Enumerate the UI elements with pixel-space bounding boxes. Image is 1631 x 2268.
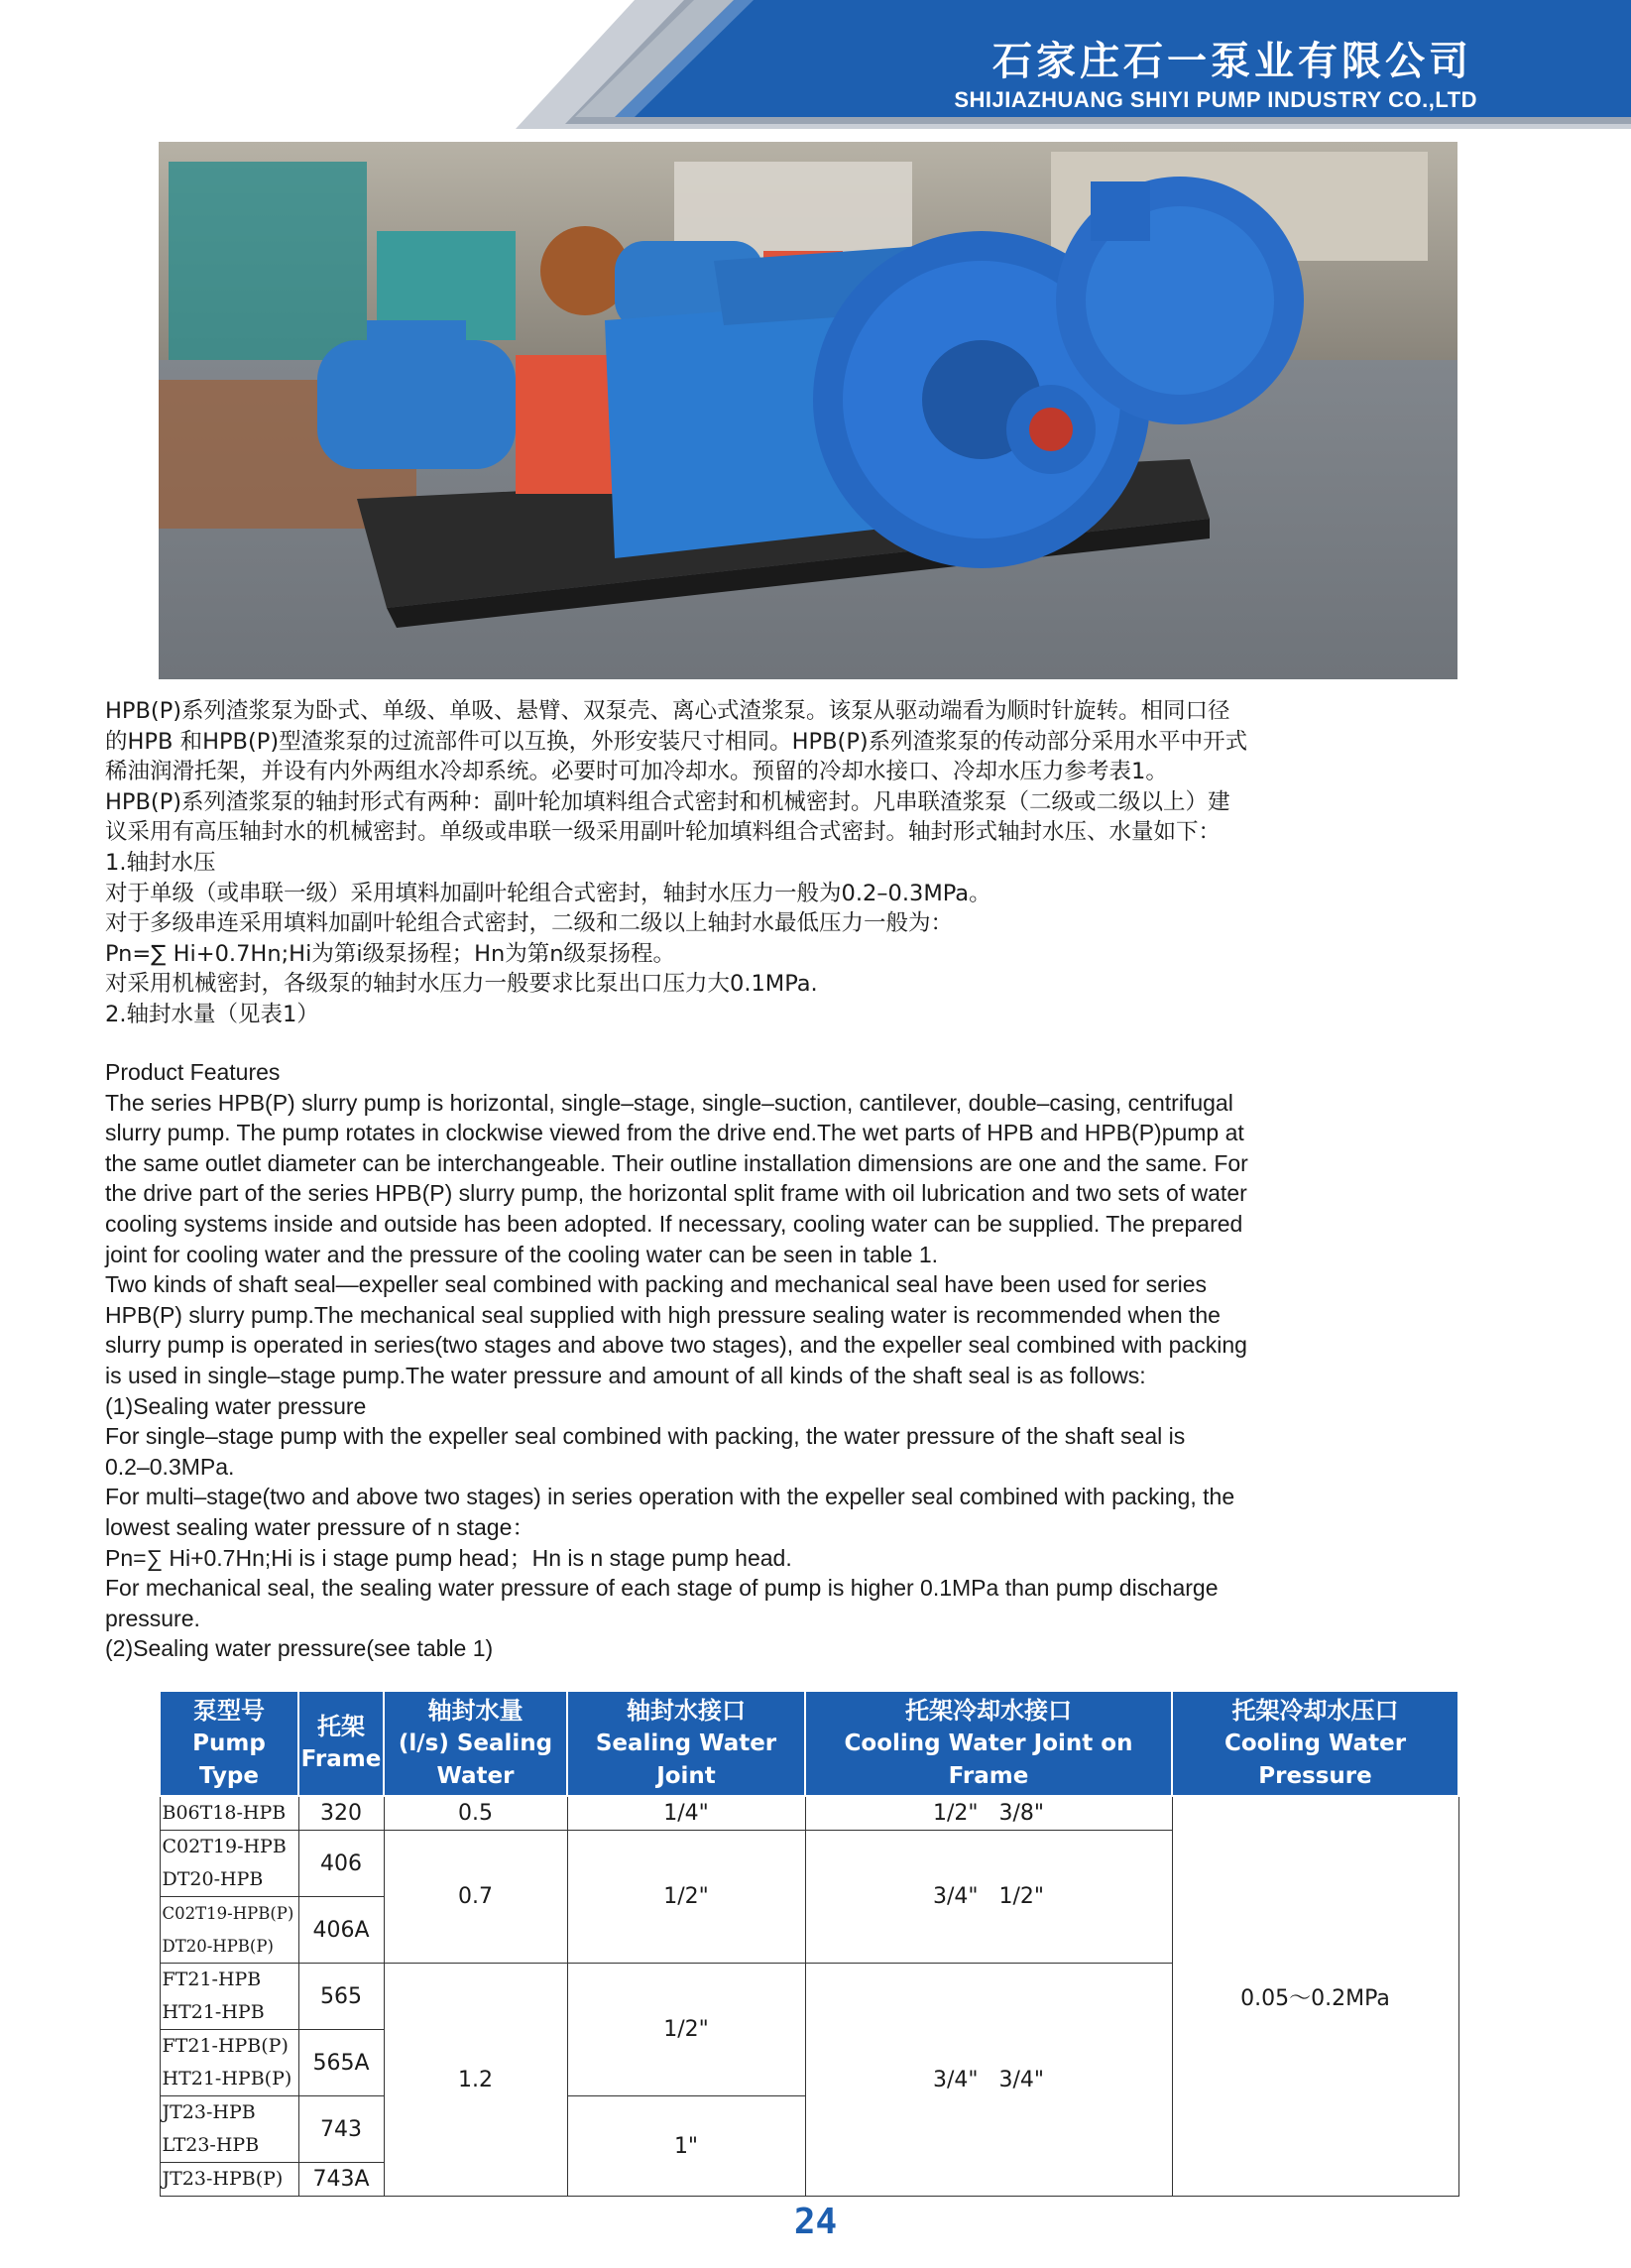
pump-type-cell: FT21-HPB HT21-HPB [160,1964,298,2030]
pump-type-cell: FT21-HPB(P) HT21-HPB(P) [160,2030,298,2096]
en-line: For single–stage pump with the expeller seal combined with packing, the water pressure of the shaft seal is [105,1423,1186,1450]
pump-type-cell: B06T18-HPB [160,1796,298,1831]
cooling-pressure-cell: 0.05～0.2MPa [1172,1796,1458,2197]
cn-line: HPB(P)系列渣浆泵为卧式、单级、单吸、悬臂、双泵壳、离心式渣浆泵。该泵从驱动端看为顺时针旋转。相同口径 [105,698,1230,724]
en-line: cooling systems inside and outside has been adopted. If necessary, cooling water can be supplied. The prepared [105,1210,1243,1237]
en-line: the same outlet diameter can be interchangeable. Their outline installation dimensions are one and the same. For [105,1149,1248,1176]
frame-cell: 743A [298,2163,384,2197]
frame-cell: 743 [298,2096,384,2163]
en-line: For multi–stage(two and above two stages) in series operation with the expeller seal combined with packing, the [105,1484,1235,1510]
en-line: HPB(P) slurry pump.The mechanical seal supplied with high pressure sealing water is recommended when the [105,1301,1221,1328]
cn-line: 议采用有高压轴封水的机械密封。单级或串联一级采用副叶轮加填料组合式密封。轴封形式轴封水压、水量如下： [105,819,1222,846]
frame-cell: 565 [298,1964,384,2030]
en-line: lowest sealing water pressure of n stage： [105,1513,535,1540]
en-line: pressure. [105,1605,200,1631]
pump-type-cell: JT23-HPB(P) [160,2163,298,2197]
frame-cell: 565A [298,2030,384,2096]
pump-type-cell: C02T19-HPB DT20-HPB [160,1831,298,1897]
sealing-joint-cell: 1/4" [567,1796,805,1831]
sealing-joint-cell: 1/2" [567,1964,805,2096]
header-frame: 托架 Frame [298,1691,384,1796]
frame-cell: 406 [298,1831,384,1897]
en-line: slurry pump is operated in series(two stages and above two stages), and the expeller seal combined with packing [105,1332,1247,1359]
cn-formula-line: Pn=∑ Hi+0.7Hn;Hi为第i级泵扬程；Hn为第n级泵扬程。 [105,940,676,967]
en-line: Two kinds of shaft seal—expeller seal combined with packing and mechanical seal have been used for series [105,1271,1208,1298]
seal-water-table [159,1690,1457,2190]
en-line: the drive part of the series HPB(P) slurry pump, the horizontal split frame with oil lubrication and two sets of water [105,1180,1247,1207]
cooling-joint-cell: 3/4" 1/2" [805,1831,1172,1964]
header-pump-type: 泵型号 Pump Type [160,1691,298,1796]
cn-line: 1.轴封水压 [105,849,216,876]
frame-cell: 320 [298,1796,384,1831]
frame-cell: 406A [298,1897,384,1964]
en-line: is used in single–stage pump.The water pressure and amount of all kinds of the shaft seal is as follows: [105,1362,1146,1388]
company-name-en: SHIJIAZHUANG SHIYI PUMP INDUSTRY CO.,LTD [954,87,1477,112]
product-photo [159,142,1457,679]
header-cooling-pressure: 托架冷却水压口 Cooling Water Pressure [1172,1691,1458,1796]
en-line: (1)Sealing water pressure [105,1392,367,1419]
header-sealing-water: 轴封水量 (l/s) Sealing Water [384,1691,567,1796]
sealing-water-cell: 0.7 [384,1831,567,1964]
cn-line: 对采用机械密封，各级泵的轴封水压力一般要求比泵出口压力大0.1MPa. [105,971,818,998]
en-line: slurry pump. The pump rotates in clockwise viewed from the drive end.The wet parts of HPB and HPB(P)pump at [105,1120,1244,1146]
cn-line: 的HPB 和HPB(P)型渣浆泵的过流部件可以互换，外形安装尺寸相同。HPB(P)系列渣浆泵的传动部分采用水平中开式 [105,728,1248,755]
en-line: The series HPB(P) slurry pump is horizontal, single–stage, single–suction, cantilever, double–casing, centrifugal [105,1089,1233,1116]
cn-line: 对于多级串连采用填料加副叶轮组合式密封，二级和二级以上轴封水最低压力一般为： [105,910,954,937]
page-number: 24 [793,2202,838,2242]
en-line: For mechanical seal, the sealing water pressure of each stage of pump is higher 0.1MPa than pump discharge [105,1575,1219,1602]
sealing-water-cell: 1.2 [384,1964,567,2197]
cn-line: 稀油润滑托架，并设有内外两组水冷却系统。必要时可加冷却水。预留的冷却水接口、冷却水压力参考表1。 [105,759,1168,785]
cn-line: 2.轴封水量（见表1） [105,1001,319,1027]
sealing-water-cell: 0.5 [384,1796,567,1831]
pump-type-cell: C02T19-HPB(P) DT20-HPB(P) [160,1897,298,1964]
pump-type-cell: JT23-HPB LT23-HPB [160,2096,298,2163]
cn-line: HPB(P)系列渣浆泵的轴封形式有两种：副叶轮加填料组合式密封和机械密封。凡串联渣浆泵（二级或二级以上）建 [105,788,1230,815]
chinese-description [105,696,1503,1030]
header-cooling-joint: 托架冷却水接口 Cooling Water Joint on Frame [805,1691,1172,1796]
cooling-joint-cell: 3/4" 3/4" [805,1964,1172,2197]
en-line: (2)Sealing water pressure(see table 1) [105,1635,494,1662]
en-formula-line: Pn=∑ Hi+0.7Hn;Hi is i stage pump head；Hn is n stage pump head. [105,1544,792,1571]
cooling-joint-cell: 1/2" 3/8" [805,1796,1172,1831]
header-sealing-joint: 轴封水接口 Sealing Water Joint [567,1691,805,1796]
page-header [0,0,1631,129]
sealing-joint-cell: 1" [567,2096,805,2197]
section-heading: Product Features [105,1059,281,1085]
company-name-cn: 石家庄石一泵业有限公司 [992,38,1472,84]
en-line: 0.2–0.3MPa. [105,1453,235,1480]
sealing-joint-cell: 1/2" [567,1831,805,1964]
english-description [105,1057,1503,1664]
cn-line: 对于单级（或串联一级）采用填料加副叶轮组合式密封，轴封水压力一般为0.2–0.3MPa。 [105,880,991,906]
en-line: joint for cooling water and the pressure of the cooling water can be seen in table 1. [105,1241,939,1267]
